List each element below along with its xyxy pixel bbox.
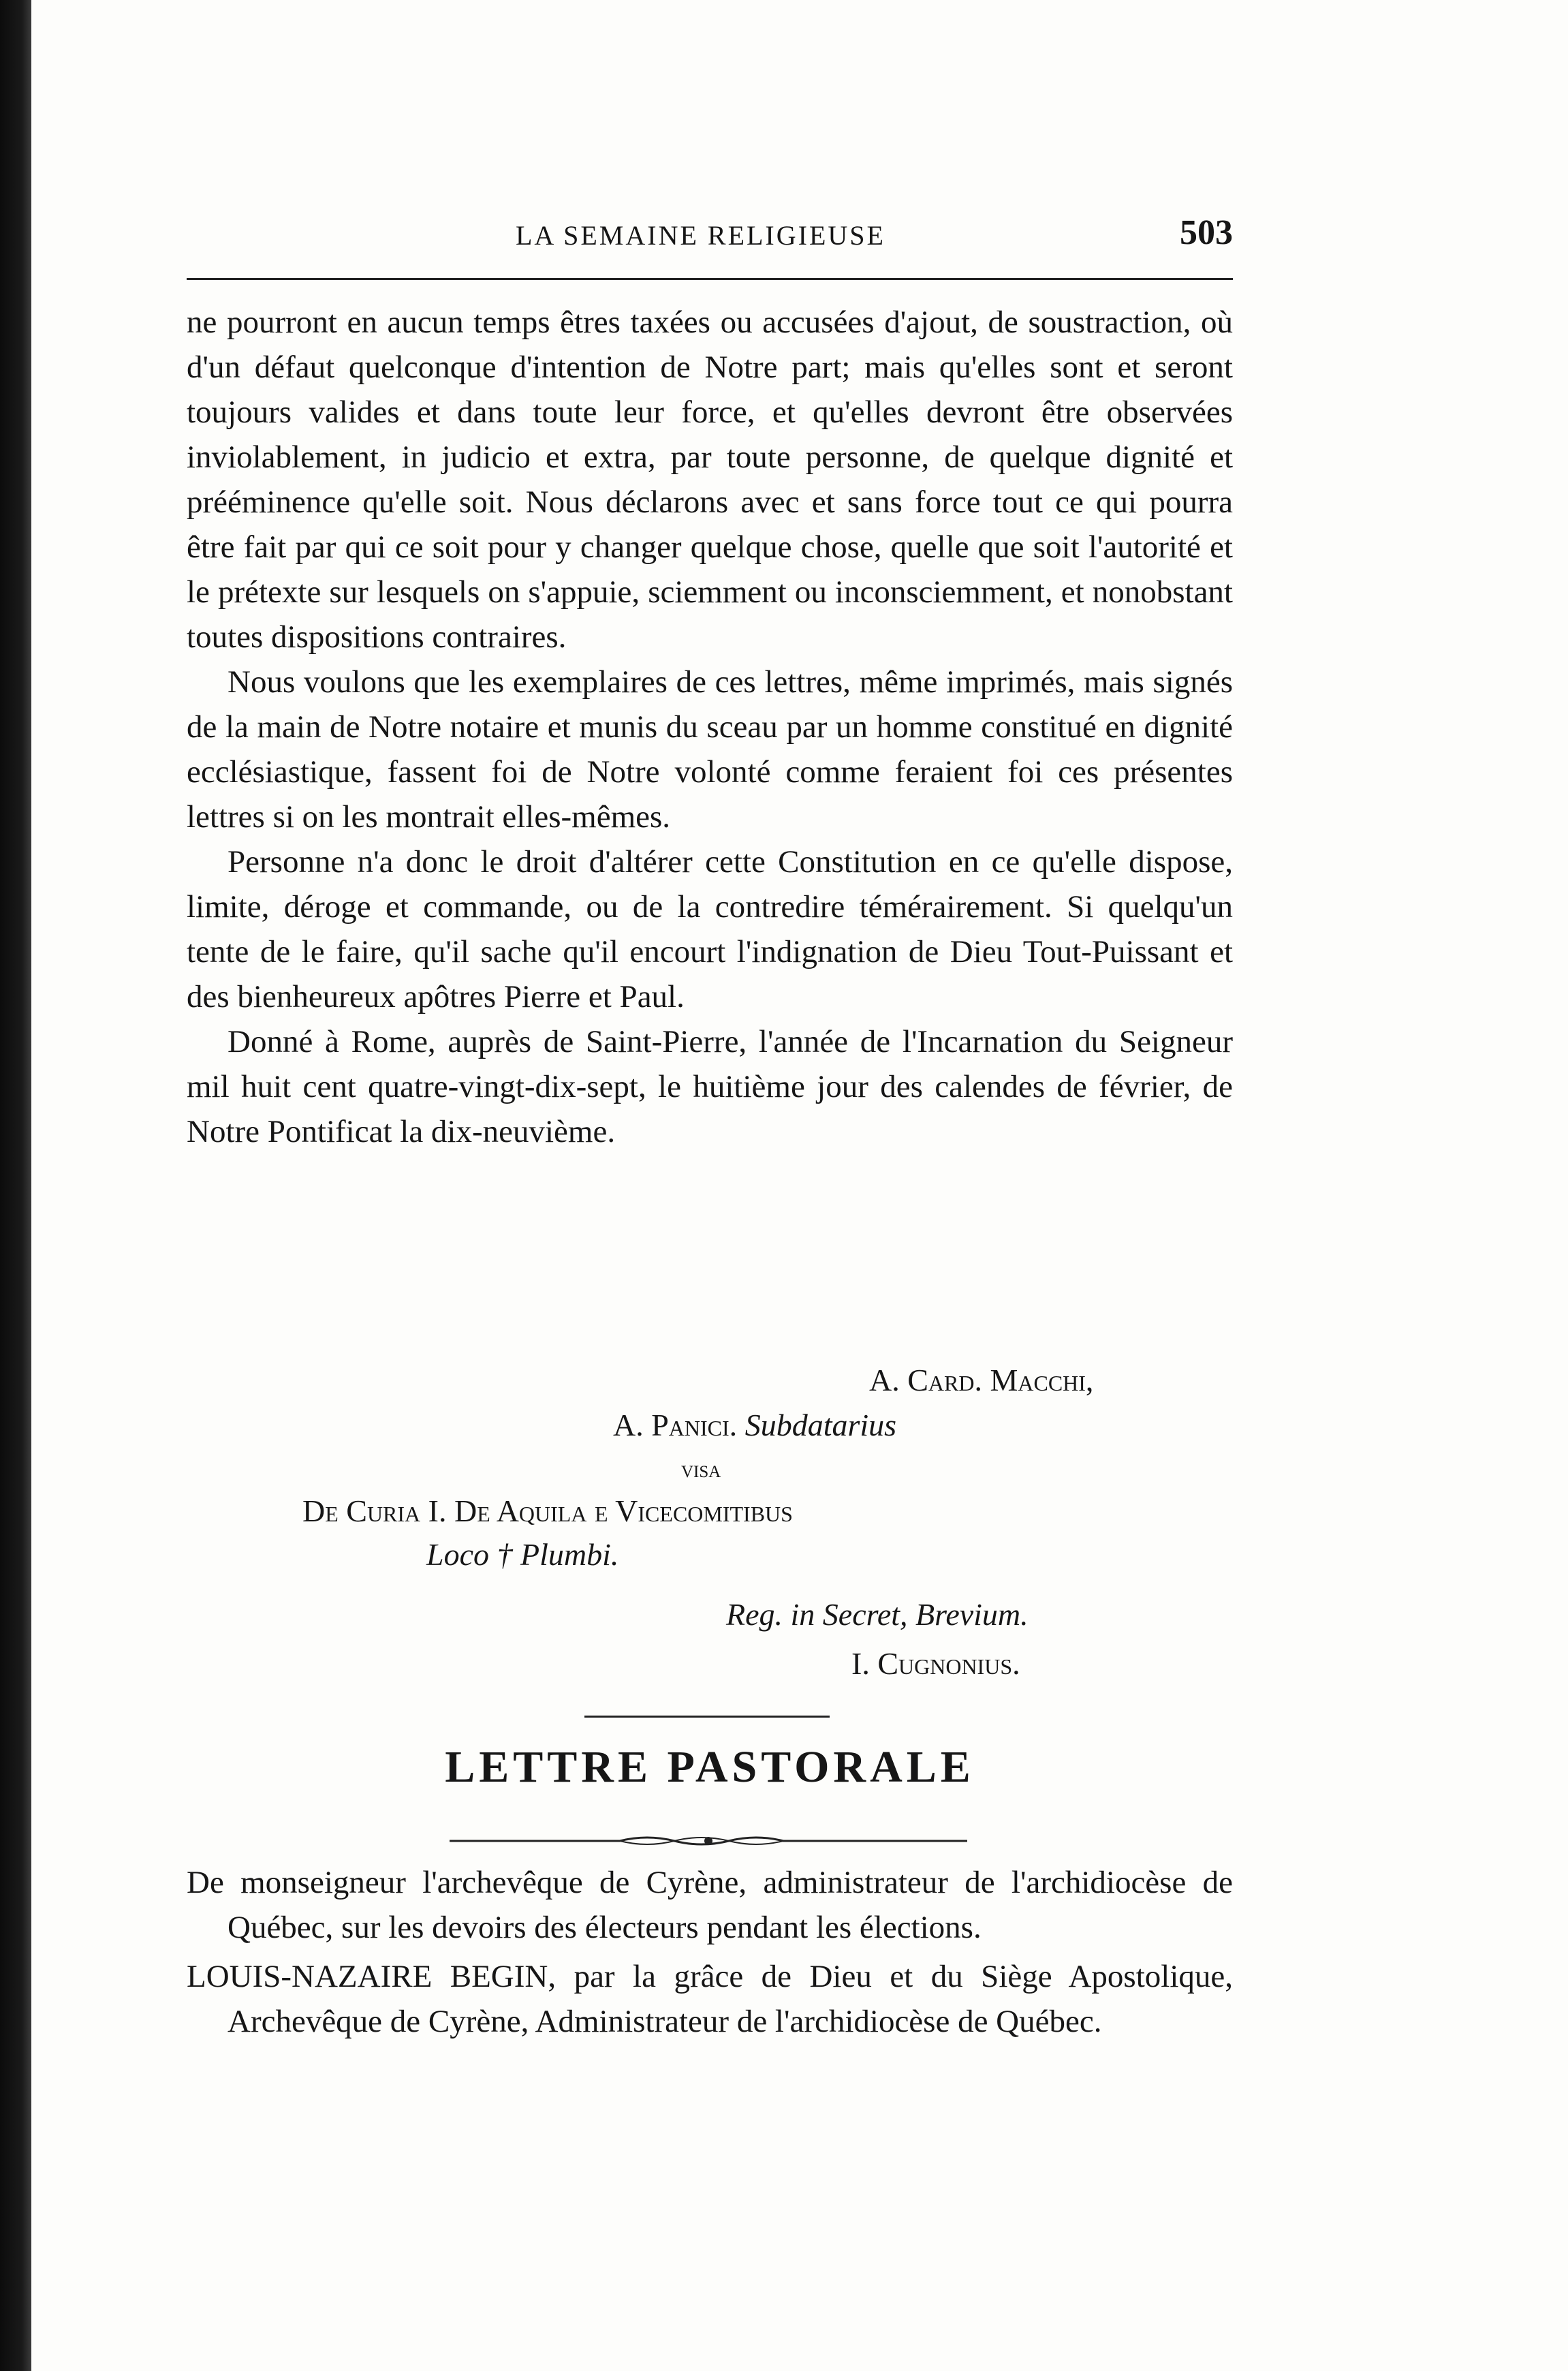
pastoral-letter-intro xyxy=(187,1860,1233,2044)
signature-cugnonius: I. Cugnonius. xyxy=(851,1646,1020,1681)
paragraph: Donné à Rome, auprès de Saint-Pierre, l'année de l'Incarnation du Seigneur mil huit cent quatre-vingt-dix-sept, le huitième jour des calendes de février, de Notre Pontificat la dix-neuvième. xyxy=(187,1024,1233,1149)
visa-label: visa xyxy=(681,1455,721,1483)
header-rule xyxy=(187,278,1233,280)
letter-subtitle: De monseigneur l'archevêque de Cyrène, administrateur de l'archidiocèse de Québec, sur les devoirs des électeurs pendant les élections. xyxy=(187,1865,1233,1945)
signature-panici-name: A. Panici. xyxy=(613,1408,738,1442)
paragraph: Personne n'a donc le droit d'altérer cette Constitution en ce qu'elle dispose, limite, déroge et commande, ou de la contredire témérairement. Si quelqu'un tente de le faire, qu'il sache qu'il encourt l'indignation de Dieu Tout-Puissant et des bienheureux apôtres Pierre et Paul. xyxy=(187,844,1233,1014)
signature-macchi: A. Card. Macchi, xyxy=(869,1363,1094,1397)
signature-curia: De Curia I. De Aquila e Vicecomitibus xyxy=(302,1493,793,1528)
letter-address: LOUIS-NAZAIRE BEGIN, par la grâce de Dieu et du Siège Apostolique, Archevêque de Cyrène, Administrateur de l'archidiocèse de Québec. xyxy=(187,1959,1233,2039)
paragraph: Nous voulons que les exemplaires de ces lettres, même imprimés, mais signés de la main de Notre notaire et munis du sceau par un homme constitué en dignité ecclésiastique, fassent foi de Notre volonté comme feraient foi ces présentes lettres si on les montrait elles-mêmes. xyxy=(187,664,1233,835)
running-head xyxy=(187,213,1233,258)
section-title: LETTRE PASTORALE xyxy=(445,1742,975,1792)
paragraph: ne pourront en aucun temps êtres taxées ou accusées d'ajout, de soustraction, où d'un défaut quelconque d'intention de Notre part; mais qu'elles sont et seront toujours valides et dans toute leur force, et qu'elles devront être observées inviolablement, in judicio et extra, par toute personne, de quelque dignité et prééminence qu'elle soit. Nous déclarons avec et sans force tout ce qui pourra être fait par qui ce soit pour y changer quelque chose, quelle que soit l'autorité et le prétexte sur lesquels on s'appuie, sciemment ou inconsciemment, et nonobstant toutes dispositions contraires. xyxy=(187,305,1233,655)
seal-note: Loco † Plumbi. xyxy=(426,1537,619,1572)
signature-panici-title: Subdatarius xyxy=(744,1408,897,1442)
running-title: LA SEMAINE RELIGIEUSE xyxy=(516,220,885,251)
registry-note: Reg. in Secret, Brevium. xyxy=(726,1597,1029,1632)
page-number: 503 xyxy=(1180,213,1233,252)
ornamental-rule xyxy=(450,1833,967,1849)
section-divider xyxy=(584,1716,830,1718)
signature-panici xyxy=(613,1405,896,1446)
body-text xyxy=(187,300,1233,1154)
